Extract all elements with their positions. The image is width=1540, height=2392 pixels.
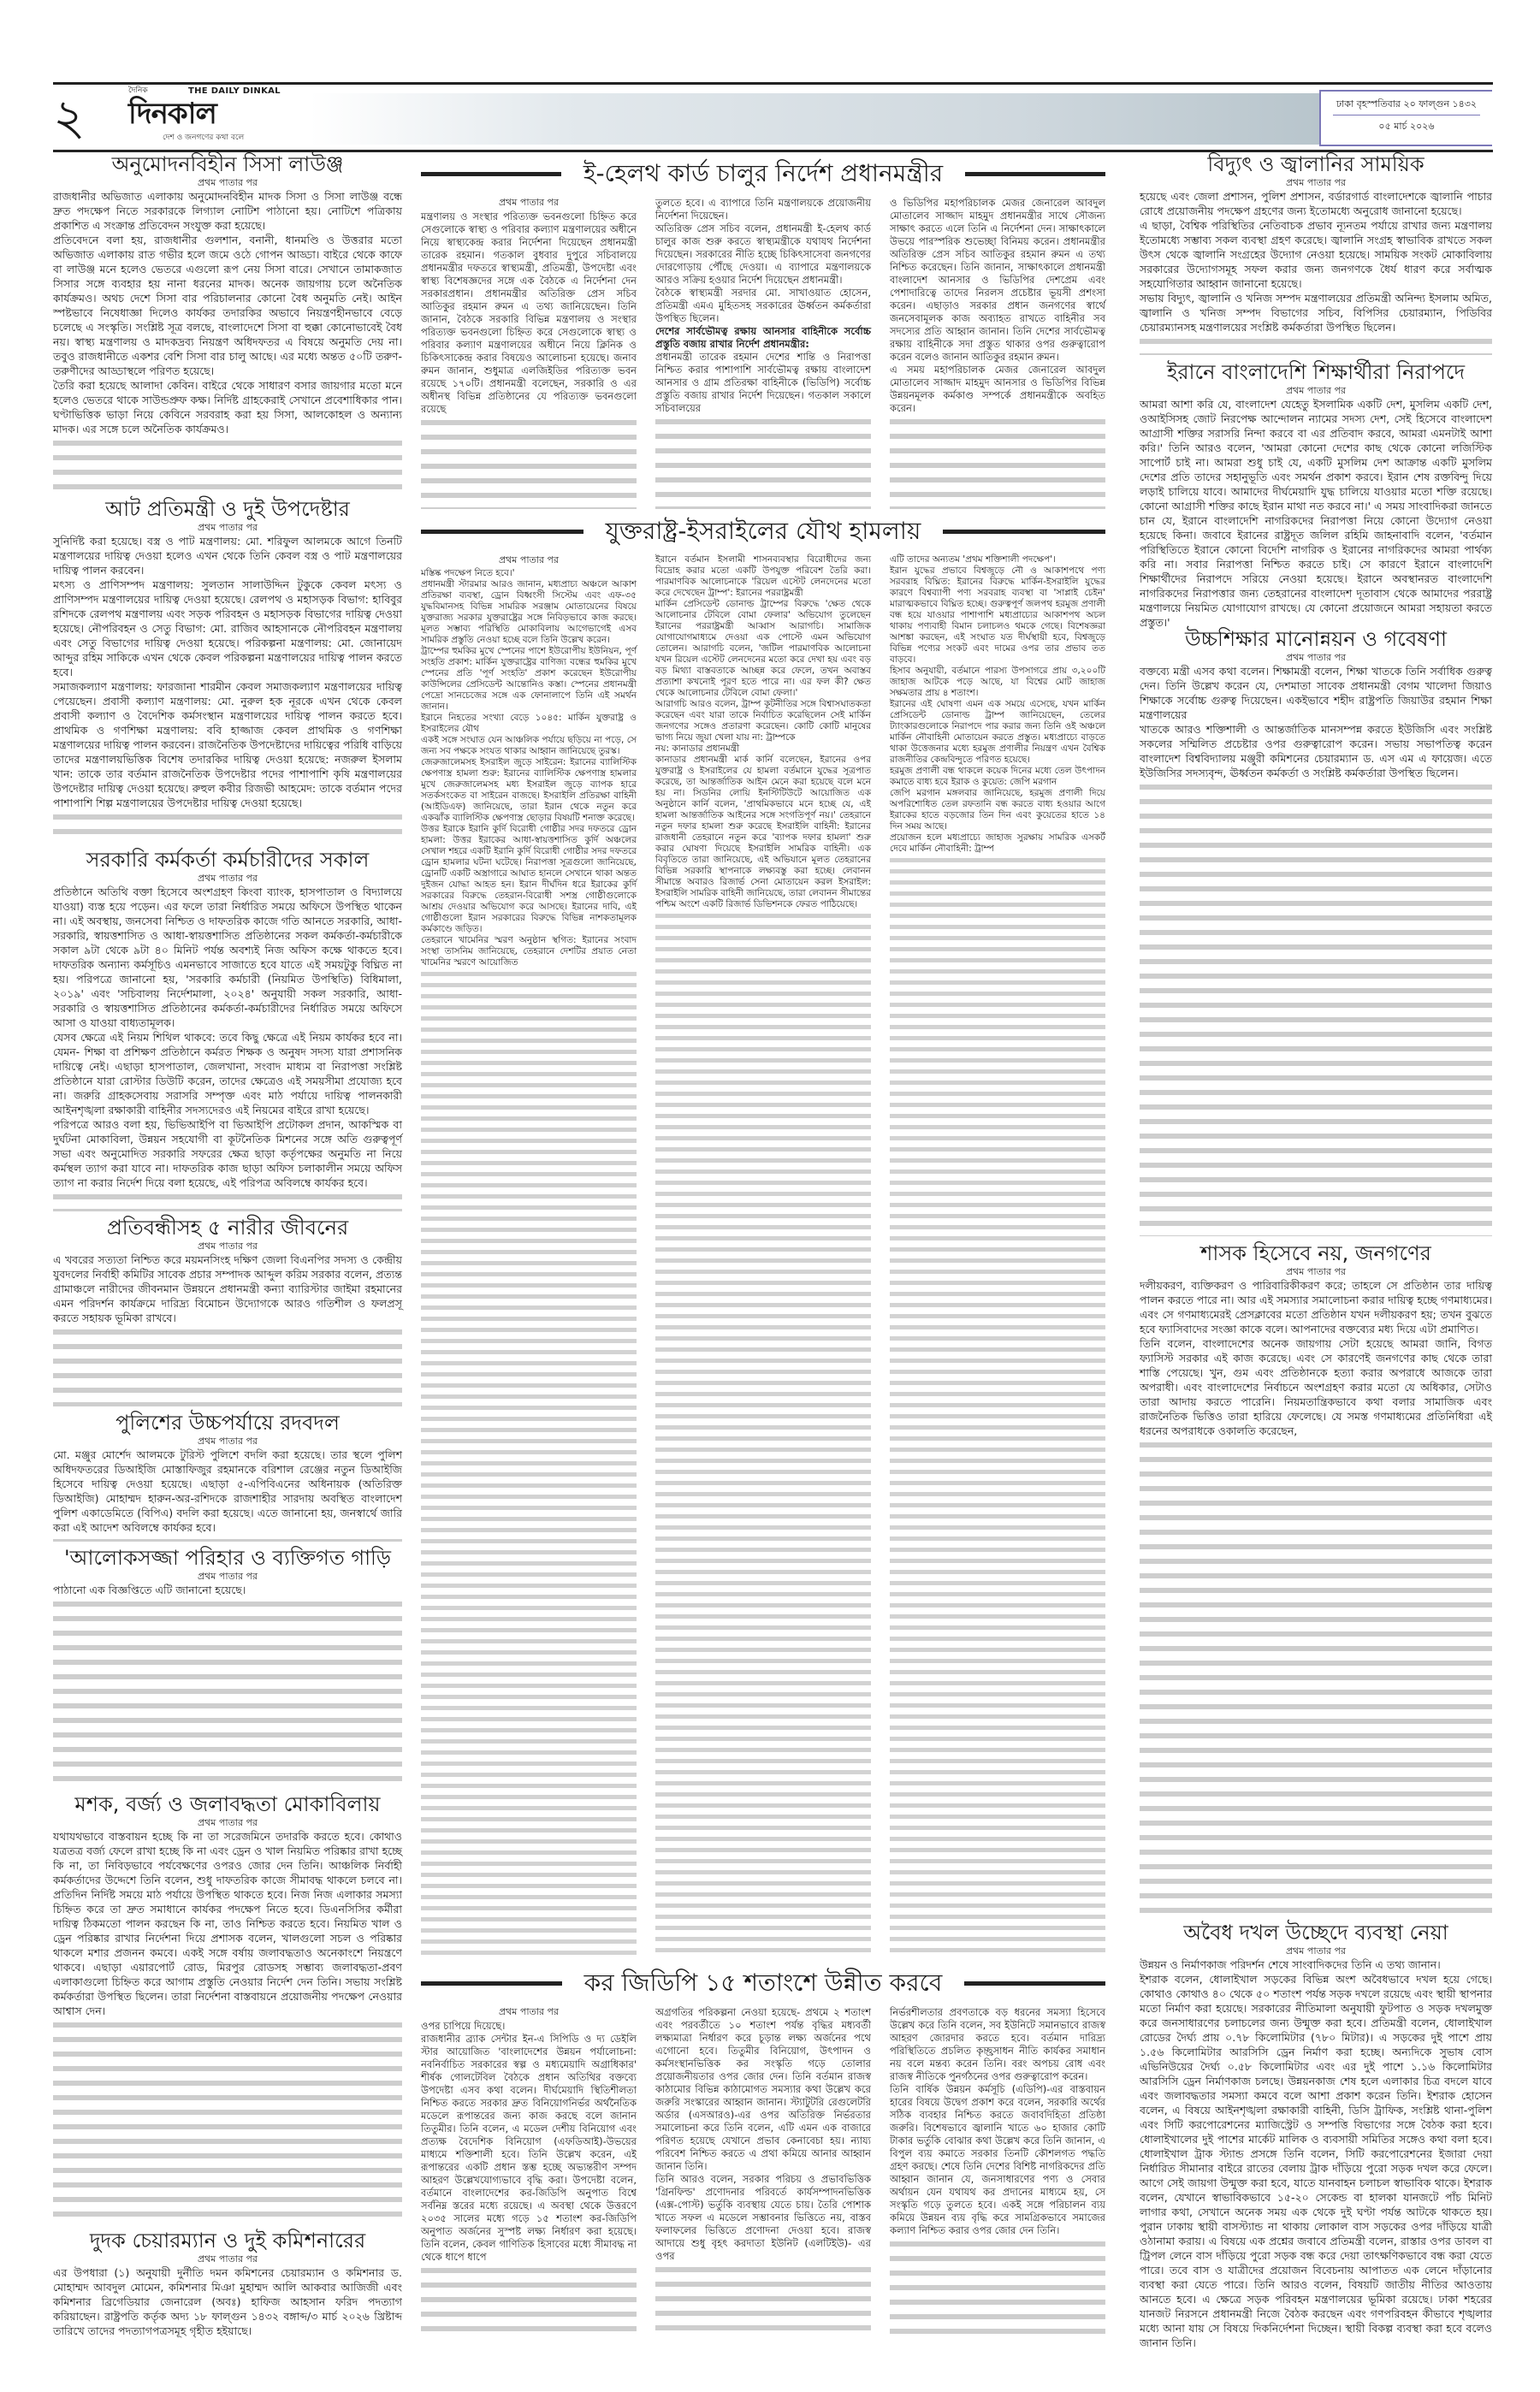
headline-rule-right	[943, 530, 1105, 534]
article-body	[53, 2265, 402, 2338]
headline-rule-left	[421, 530, 583, 534]
article-paragraph: জেরুজালেমসহ ইসরাইল জুড়ে সাইরেন: ইরানের ব্যালিস্টিক ক্ষেপণাস্ত্র হামলা শুরু: ইরানের ব্যালিস্টিক ক্ষেপণাস্ত্র হামলার মুখে জেরুজালেমসহ মধ্য ইসরাইল জুড়ে ব্যাপক হারে সতর্কসংকেত বা সাইরেন বাজছে। ইসরাইলি প্রতিরক্ষা বাহিনী (আইডিএফ) জানিয়েছে, তারা ইরান থেকে নতুন করে একঝাঁক ব্যালিস্টিক ক্ষেপণাস্ত্র ছোড়ার বিষয়টি শনাক্ত করেছে।	[421, 757, 637, 823]
article-headline: উচ্চশিক্ষার মানোন্নয়ন ও গবেষণা	[1185, 627, 1447, 651]
article-body	[53, 1252, 402, 1406]
article-paragraph: ইশরাক বলেন, ধোলাইখাল সড়কের বিভিন্ন অংশ অবৈধভাবে দখল হয়ে গেছে। কোথাও কোথাও ৪০ থেকে ৫০ শতাংশ পর্যন্ত সড়ক দখলে রয়েছে এবং স্থায়ী স্থাপনার মতো নির্মাণ করা হয়েছে। সরকারের নীতিমালা অনুযায়ী ফুটপাত ও সড়ক দখলমুক্ত করে জনসাধারণের চলাচলের জন্য উন্মুক্ত করা হবে। প্রতিমন্ত্রী বলেন, ধোলাইখাল রোডের দৈর্ঘ্য প্রায় ০.৭৮ কিলোমিটার (৭৮০ মিটার)। এ সড়কের দুই পাশে প্রায় ১.৫৬ কিলোমিটার আরসিসি ড্রেন নির্মাণ করা হচ্ছে। অন্যদিকে সুভাষ বোস এভিনিউয়ের দৈর্ঘ্য ০.৫৮ কিলোমিটার এবং এর দুই পাশে ১.১৬ কিলোমিটার আরসিসি ড্রেন নির্মাণকাজ চলছে। উন্নয়নকাজ শেষ হলে এলাকার চিত্র বদলে যাবে এবং জলাবদ্ধতার সমস্যা কমবে বলে আশা প্রকাশ করেন তিনি। ইশরাক হোসেন বলেন, এ বিষয়ে আইনশৃঙ্খলা রক্ষাকারী বাহিনী, ডিসি ট্রাফিক, সংশ্লিষ্ট থানা-পুলিশ এবং সিটি করপোরেশনের ম্যাজিস্ট্রেট ও সম্পত্তি বিভাগের সঙ্গে বৈঠক করা হবে। ধোলাইখালের দুই পাশের মার্কেট মালিক ও ব্যবসায়ী সমিতির সঙ্গেও কথা বলা হবে। ধোলাইখাল ট্রাক স্ট্যান্ড প্রসঙ্গে তিনি বলেন, সিটি করপোরেশনের ইজারা দেয়া নির্ধারিত সীমানার বাইরে রাতের বেলায় ট্রাক দাঁড়িয়ে পুরো সড়ক দখল করে ফেলে। আগে সেই জায়গা উন্মুক্ত করা হবে, যাতে যানবাহন চলাচল স্বাভাবিক থাকে। ইশরাক বলেন, যেখানে স্বাভাবিকভাবে ১৫-২০ সেকেন্ড বা হালকা যানজটে পাঁচ মিনিট লাগার কথা, সেখানে অনেক সময় এক থেকে দুই ঘণ্টা পর্যন্ত আটকে থাকতে হয়। পুরান ঢাকায় স্থায়ী বাসস্ট্যান্ড না থাকায় লোকাল বাস সড়কের ওপর দাঁড়িয়ে যাত্রী ওঠানামা করায়। এ বিষয়ে এক প্রশ্নের জবাবে প্রতিমন্ত্রী বলেন, রাস্তার ওপর ডাবল বা ট্রিপল লেনে বাস দাঁড়িয়ে পুরো সড়ক বন্ধ করে দেয়া তাৎক্ষণিকভাবে বন্ধ করা যেতে পারে। তবে বাস ও যাত্রীদের প্রয়োজন বিবেচনায় আপাতত এক লেনে দাঁড়ানোর ব্যবস্থা করা যেতে পারে। তিনি আরও বলেন, বিষয়টি জাতীয় নীতির আওতায় আনতে হবে। এ ক্ষেত্রে সড়ক পরিবহন মন্ত্রণালয়ের ভূমিকা রয়েছে। ঢাকা শহরের যানজট নিরসনে প্রধানমন্ত্রী নিজে বৈঠক করছেন এবং গণপরিবহন কীভাবে শৃঙ্খলার মধ্যে আনা যায় সে বিষয়ে দিকনির্দেশনা দিচ্ছেন। স্থায়ী বিকল্প ব্যবস্থা করা হবে বলেও জানান তিনি।	[1140, 1973, 1492, 2349]
headline-bar	[421, 159, 1105, 188]
page-number: ২	[53, 88, 86, 146]
article-headline: অনুমোদনবিহীন সিসা লাউঞ্জ	[111, 152, 344, 176]
article-paragraph: জেপি মরগান মঙ্গলবার জানিয়েছে, হরমুজ প্রণালী দিয়ে অপরিশোধিত তেল রফতানি বন্ধ করতে বাধ্য হওয়ার আগে ইরাকের হাতে বড়জোর তিন দিন এবং কুয়েতের হাতে ১৪ দিন সময় আছে।	[890, 788, 1105, 832]
article-paragraph: ইরানে বর্তমান ইসলামী শাসনব্যবস্থার বিরোধীদের জন্য বিদ্রোহ করার মতো একটি উপযুক্ত পরিবেশ তৈরি করা। পারমাণবিক আলোচনাকে 'রিয়েল এস্টেট লেনদেনের মতো করে দেখেছেন ট্রাম্প': ইরানের পররাষ্ট্রমন্ত্রী	[655, 554, 871, 598]
article-column	[890, 2006, 1105, 2340]
text-continuation-lines	[655, 2263, 871, 2340]
article-headline: ইরানে বাংলাদেশি শিক্ষার্থীরা নিরাপদে	[1166, 360, 1466, 384]
article-headline: অবৈধ দখল উচ্ছেদে ব্যবস্থা নেয়া	[1183, 1921, 1448, 1945]
article-paragraph: তুলতে হবে। এ ব্যাপারে তিনি মন্ত্রণালয়কে প্রয়োজনীয় নির্দেশনা দিয়েছেন।	[655, 197, 871, 222]
article-body	[1140, 189, 1492, 355]
text-continuation-lines	[890, 2237, 1105, 2340]
continued-from-front-page: প্রথম পাতার পর	[197, 1240, 258, 1252]
article-paragraph: খাতকে আরও শক্তিশালী ও আন্তর্জাতিক মানসম্পন্ন করতে ইউজিসি এবং সংশ্লিষ্ট সকলের সম্মিলিত প্রচেষ্টার ওপর গুরুত্বারোপ করেন। সভায় সভাপতিত্ব করেন বাংলাদেশ বিশ্ববিদ্যালয় মঞ্জুরী কমিশনের চেয়ারম্যান ড. এস এম এ ফায়েজ। এতে ইউজিসির সদস্যবৃন্দ, ঊর্ধ্বতন কর্মকর্তা ও সংশ্লিষ্ট কর্মকর্তারা উপস্থিত ছিলেন।	[1140, 723, 1492, 779]
article-columns	[421, 2006, 1105, 2340]
text-continuation-lines	[53, 1325, 402, 1406]
continued-from-front-page: প্রথম পাতার পর	[1285, 177, 1347, 188]
article-paragraph: ইরান যুদ্ধের প্রভাবে বিশ্বজুড়ে নৌ ও আকাশপথে পণ্য সরবরাহ বিঘ্নিত: ইরানের বিরুদ্ধে মার্কিন-ইসরাইলি যুদ্ধের কারণে বিশ্বব্যাপী পণ্য সরবরাহ ব্যবস্থা বা 'সাপ্লাই চেইন' মারাত্মকভাবে বিঘ্নিত হচ্ছে। গুরুত্বপূর্ণ জলপথ হরমুজ প্রণালী বন্ধ হয়ে যাওয়ার পাশাপাশি মধ্যপ্রাচ্যের আকাশপথ অচল থাকায় পণ্যবাহী বিমান চলাচলও থমকে গেছে। বিশেষজ্ঞরা আশঙ্কা করছেন, এই সংঘাত যত দীর্ঘস্থায়ী হবে, বিশ্বজুড়ে বিভিন্ন পণ্যের সংকট এবং দামের ওপর তার প্রভাব তত বাড়বে।	[890, 565, 1105, 665]
article-body	[53, 534, 402, 844]
article-tax-gdp	[421, 1963, 1105, 2340]
article-headline: সরকারি কর্মকর্তা কর্মচারীদের সকাল	[86, 848, 370, 872]
article-body	[1140, 1278, 1492, 1916]
continued-from-front-page: প্রথম পাতার পর	[498, 197, 560, 208]
article-subheading: দেশের সার্বভৌমত্ব রক্ষায় আনসার বাহিনীকে সর্বোচ্চ প্রস্তুতি বজায় রাখার নির্দেশ প্রধানমন্ত্রীর:	[655, 325, 871, 350]
article-paragraph: তিনি বার্ষিক উন্নয়ন কর্মসূচি (এডিপি)-এর বাস্তবায়ন হারের বিষয়ে উদ্বেগ প্রকাশ করে বলেন, সরকারি অর্থের সঠিক ব্যবহার নিশ্চিত করতে জবাবদিহিতা প্রতিষ্ঠা জরুরি। বিশেষভাবে জ্বালানি খাতে ৬০ হাজার কোটি টাকার ভর্তুকি বোঝার কথা উল্লেখ করে তিনি জানান, এ বিপুল ব্যয় কমাতে সরকার তিনটি কৌশলগত পদ্ধতি গ্রহণ করছে। শেষে তিনি দেশের বিশিষ্ট নাগরিকদের প্রতি আহ্বান জানান যে, জনসাধারণের পণ্য ও সেবার অর্থায়ন যেন যথাযথ কর প্রদানের মাধ্যমে হয়, সে সংস্কৃতি গড়ে তুলতে হবে। একই সঙ্গে পরিচালন ব্যয় কমিয়ে উন্নয়ন ব্যয় বৃদ্ধি করে সামগ্রিকভাবে সমাজের কল্যাণ নিশ্চিত করার ওপর জোর দেন তিনি।	[890, 2083, 1105, 2236]
logo-name: দিনকাল	[128, 97, 216, 131]
article-paragraph: সমাজকল্যাণ মন্ত্রণালয়: ফারজানা শারমীন কেবল সমাজকল্যাণ মন্ত্রণালয়ের দায়িত্ব পেয়েছেন। প্রবাসী কল্যাণ মন্ত্রণালয়: মো. নুরুল হক নূরকে এখন থেকে কেবল প্রবাসী কল্যাণ ও বৈদেশিক কর্মসংস্থান মন্ত্রণালয়ের দায়িত্ব পালন করতে হবে। প্রাথমিক ও গণশিক্ষা মন্ত্রণালয়: ববি হাজ্জাজ কেবল প্রাথমিক ও গণশিক্ষা মন্ত্রণালয়ের দায়িত্ব পালন করবেন। রাজনৈতিক উপদেষ্টাদের দায়িত্বের পরিধি বাড়িয়ে তাদের মন্ত্রণালয়ভিত্তিক বিশেষ তদারকির দায়িত্ব দেওয়া হয়েছে: নজরুল ইসলাম খান: তাকে তার বর্তমান রাজনৈতিক উপদেষ্টার পদের পাশাপাশি কৃষি মন্ত্রণালয়ের উপদেষ্টার দায়িত্ব দেওয়া হয়েছে। রুহুল কবীর রিজভী আহমেদ: তাকে বর্তমান পদের পাশাপাশি শিল্প মন্ত্রণালয়ের উপদেষ্টার দায়িত্ব দেওয়া হয়েছে।	[53, 680, 403, 809]
headline-rule-left	[421, 172, 561, 176]
article-higher-education	[1140, 625, 1492, 1236]
article-paragraph: ট্রাম্পের হুমকির মুখে স্পেনের পাশে ইউরোপীয় ইউনিয়ন, পূর্ণ সংহতি প্রকাশ: মার্কিন যুক্তরাষ্ট্রের বাণিজ্য বন্ধের হুমকির মুখে স্পেনের প্রতি 'পূর্ণ সংহতি' প্রকাশ করেছেন ইউরোপীয় কাউন্সিলের প্রেসিডেন্ট আন্তোনিও কস্তা। স্পেনের প্রধানমন্ত্রী পেদ্রো সানচেজের সঙ্গে এক ফোনালাপে তিনি এই সমর্থন জানান।	[421, 646, 637, 712]
continued-from-front-page: প্রথম পাতার পর	[197, 873, 258, 884]
article-paragraph: অতিরিক্ত প্রেস সচিব বলেন, প্রধানমন্ত্রী ই-হেলথ কার্ড চালুর কাজ শুরু করতে স্বাস্থ্যমন্ত্রীকে যথাযথ নির্দেশনা দিয়েছেন। সরকারের নীতি হচ্ছে চিকিৎসাসেবা জনগণের দোরগোড়ায় পৌঁছে দেওয়া। এ ব্যাপারে মন্ত্রণালয়কে আরও সক্রিয় হওয়ার নির্দেশ দিয়েছেন প্রধানমন্ত্রী।	[655, 222, 871, 286]
article-illegal-occupation	[1140, 1918, 1492, 2349]
article-shisha-lounge	[53, 150, 402, 492]
article-police-reshuffle	[53, 1408, 402, 1542]
text-continuation-lines	[53, 436, 402, 492]
article-paragraph: যথাযথভাবে বাস্তবায়ন হচ্ছে কি না তা সরেজমিনে তদারকি করতে হবে। কোথাও যত্রতত্র বর্জ্য ফেলে রাখা হচ্ছে কি না এবং ড্রেন ও খাল নিয়মিত পরিষ্কার রাখা হচ্ছে কি না, তা নিবিড়ভাবে পর্যবেক্ষণের ওপরও জোর দেন তিনি। আঞ্চলিক নির্বাহী কর্মকর্তাদের উদ্দেশে তিনি বলেন, শুধু দাফতরিক কাজে সীমাবদ্ধ থাকলে চলবে না। প্রতিদিন নির্দিষ্ট সময়ে মাঠ পর্যায়ে উপস্থিত থাকতে হবে। নিজ নিজ এলাকার সমস্যা চিহ্নিত করে তা দ্রুত সমাধানে কার্যকর পদক্ষেপ নিতে হবে। ডিএনসিসির কর্মীরা দায়িত্ব ঠিকমতো পালন করছেন কি না, তাও নিশ্চিত করতে হবে। নিয়মিত খাল ও ড্রেন পরিষ্কার রাখার নির্দেশনা দিয়ে প্রশাসক বলেন, খালগুলো সচল ও পরিষ্কার থাকলে মশার প্রজনন কমবে। একই সঙ্গে বর্ষায় জলাবদ্ধতাও অনেকাংশে নিয়ন্ত্রণে থাকবে। এছাড়া এয়ারপোর্ট রোড, মিরপুর রোডসহ সম্ভাব্য জলাবদ্ধতা-প্রবণ এলাকাগুলো চিহ্নিত করে আগাম প্রস্তুতি নেওয়ার নির্দেশ দেন তিনি। সভায় সংশ্লিষ্ট কর্মকর্তারা উপস্থিত ছিলেন। তারা নির্দেশনা বাস্তবায়নে প্রয়োজনীয় পদক্ষেপ নেওয়ার আশ্বাস দেন।	[53, 1830, 402, 2017]
article-body	[53, 1448, 402, 1542]
article-paragraph: পরিপত্রে আরও বলা হয়, ভিভিআইপি বা ভিআইপি প্রটোকল প্রদান, আকস্মিক বা দুর্ঘটনা মোকাবিলা, উন্নয়ন সহযোগী বা কূটনৈতিক মিশনের সঙ্গে অতি গুরুত্বপূর্ণ সভা এবং অনুমোদিত সরকারি সফরের ক্ষেত্র ছাড়া কর্তৃপক্ষের অনুমতি না নিয়ে কর্মস্থল ত্যাগ করা যাবে না। দাফতরিক কাজ ছাড়া অফিস চলাকালীন সময়ে অফিস ত্যাগ না করার নির্দেশ দিয়ে বলা হয়েছে, এই পরিপত্র অবিলম্বে কার্যকর হবে।	[53, 1118, 402, 1189]
continued-from-front-page: প্রথম পাতার পর	[197, 1436, 258, 1447]
text-continuation-lines	[1140, 780, 1492, 1236]
article-column	[421, 2006, 637, 2340]
article-paragraph: নির্ভরশীলতার প্রবণতাকে বড় ধরনের সমস্যা হিসেবে উল্লেখ করে তিনি বলেন, সব ইউনিটে সমানভাবে রাজস্ব আহরণ জোরদার করতে হবে। বর্তমান দারিদ্র্য পরিস্থিতিতে প্রচলিত কৃচ্ছ্রসাধন নীতি কার্যকর সমাধান নয় বলে মন্তব্য করেন তিনি। বরং অপচয় রোধ এবং রাজস্ব নীতিকে পুনর্গঠনের ওপর গুরুত্বারোপ করেন।	[890, 2006, 1105, 2082]
continued-from-front-page: প্রথম পাতার পর	[197, 522, 258, 533]
article-paragraph: আরাগচি আরও বলেন, ট্রাম্প কূটনীতির সঙ্গে বিশ্বাসঘাতকতা করেছেন এবং যারা তাকে নির্বাচিত করেছিলেন সেই মার্কিন জনগণের সঙ্গেও প্রতারণা করেছেন। কোটি কোটি মানুষের ভাগ্য নিয়ে জুয়া খেলা যায় না: ট্রাম্পকে	[655, 699, 871, 743]
article-paragraph: রাজধানীর ব্র্যাক সেন্টার ইন-এ সিপিডি ও দ্য ডেইলি স্টার আয়োজিত 'বাংলাদেশের উন্নয়ন পর্যালোচনা: নবনির্বাচিত সরকারের স্বল্প ও মধ্যমেয়াদি অগ্রাধিকার' শীর্ষক গোলটেবিল বৈঠকে প্রধান অতিথির বক্তব্যে উপদেষ্টা এসব কথা বলেন। দীর্ঘমেয়াদি স্থিতিশীলতা নিশ্চিত করতে সরকার দ্রুত বিনিয়োগনির্ভর অর্থনৈতিক মডেলে রূপান্তরের জন্য কাজ করছে বলে জানান তিতুমীর। তিনি বলেন, এ মডেল দেশীয় বিনিয়োগ এবং প্রত্যক্ষ বৈদেশিক বিনিয়োগ (এফডিআই)-উভয়ের মাধ্যমে শক্তিশালী হবে। তিনি উল্লেখ করেন, এই রূপান্তরের একটি প্রধান স্তম্ভ হচ্ছে অভ্যন্তরীণ সম্পদ আহরণ উল্লেখযোগ্যভাবে বৃদ্ধি করা। উপদেষ্টা বলেন, বর্তমানে বাংলাদেশের কর-জিডিপি অনুপাত বিশ্বে সর্বনিম্ন স্তরের মধ্যে রয়েছে। এ অবস্থা থেকে উত্তরণে ২০৩৫ সালের মধ্যে গড়ে ১৫ শতাংশ কর-জিডিপি অনুপাত অর্জনের সুস্পষ্ট লক্ষ্য নির্ধারণ করা হয়েছে। তিনি বলেন, কেবল গাণিতিক হিসাবের মধ্যে সীমাবদ্ধ না থেকে ধাপে ধাপে	[421, 2033, 637, 2263]
text-continuation-lines	[53, 1190, 402, 1211]
article-paragraph: প্রয়োজন হলে মধ্যপ্রাচ্যে জাহাজ সুরক্ষায় সামরিক এসকর্ট দেবে মার্কিন নৌবাহিনী: ট্রাম্প	[890, 832, 1105, 854]
date-english: ০৫ মার্চ ২০২৬	[1378, 121, 1435, 132]
article-paragraph: এ ছাড়া, বৈশ্বিক পরিস্থিতির নেতিবাচক প্রভাব ন্যূনতম পর্যায়ে রাখার জন্য মন্ত্রণালয় ইতোমধ্যে সম্ভাব্য সকল ব্যবস্থা গ্রহণ করেছে। জ্বালানি সংগ্রহ স্বাভাবিক রাখতে সকল উৎস থেকে জ্বালানি সংগ্রহের উদ্যোগ নেওয়া হয়েছে। সাময়িক সংকট মোকাবিলায় সরকারের উদ্যোগসমূহ সফল করার জন্য জনগণকে ধৈর্য ধারণ করে সর্বাত্মক সহযোগিতার আহ্বান জানানো হয়েছে।	[1140, 219, 1492, 290]
article-body	[53, 1829, 402, 2224]
article-headline: প্রতিবন্ধীসহ ৫ নারীর জীবনের	[106, 1216, 349, 1240]
article-paragraph: হরমুজ প্রণালী বন্ধ থাকলে কয়েক দিনের মধ্যে তেল উৎপাদন কমাতে বাধ্য হবে ইরাক ও কুয়েত: জেপি মরগান	[890, 766, 1105, 787]
article-columns	[421, 554, 1105, 1957]
article-paragraph: তেহরানে খামেনির স্মরণ অনুষ্ঠান স্থগিত: ইরানের সংবাদ সংস্থা তাসনিম জানিয়েছে, তেহরানে দেশটির প্রয়াত নেতা খামেনির স্মরণে আয়োজিত	[421, 935, 637, 968]
article-paragraph: মস্তিষ্ক পদক্ষেপ নিতে হবে।'	[421, 568, 515, 578]
article-power-energy	[1140, 150, 1492, 355]
text-continuation-lines	[655, 910, 871, 1957]
article-paragraph: হয়েছে এবং জেলা প্রশাসন, পুলিশ প্রশাসন, বর্ডারগার্ড বাংলাদেশকে জ্বালানি পাচার রোধে প্রয়োজনীয় পদক্ষেপ গ্রহণের জন্য ইতোমধ্যে অনুরোধ জানানো হয়েছে।	[1140, 190, 1492, 217]
continued-from-front-page: প্রথম পাতার পর	[1285, 385, 1347, 396]
article-paragraph: বক্তব্যে মন্ত্রী এসব কথা বলেন। শিক্ষামন্ত্রী বলেন, শিক্ষা খাতকে তিনি সর্বাধিক গুরুত্ব দেন। তিনি উল্লেখ করেন যে, দেশমাতা সাবেক প্রধানমন্ত্রী বেগম খালেদা জিয়াও শিক্ষাকে সর্বোচ্চ গুরুত্ব দিয়েছেন। একইভাবে শহীদ রাষ্ট্রপতি জিয়াউর রহমান শিক্ষা মন্ত্রণালয়ের	[1140, 665, 1492, 721]
article-paragraph: আমরা আশা করি যে, বাংলাদেশ যেহেতু ইসলামিক একটি দেশ, মুসলিম একটি দেশ, ওআইসিসহ জোট নিরপেক্ষ আন্দোলন ন্যামের সদস্য দেশ, সেই হিসেবে বাংলাদেশ আগ্রাসী শক্তির সরাসরি নিন্দা করবে বা এর প্রতিবাদ করবে, আমরা এমনটাই আশা করি।' তিনি আরও বলেন, 'আমরা কোনো দেশের কাছ থেকে কোনো লজিস্টিক সাপোর্ট চাই না। আমরা শুধু চাই যে, একটি মুসলিম দেশ আক্রান্ত একটি মুসলিম দেশের প্রতি তাদের সহানুভূতি এবং সমর্থন প্রকাশ করবে। ইরান শেষ রক্তবিন্দু দিয়ে লড়াই চালিয়ে যাবে। আমাদের দীর্ঘমেয়াদি যুদ্ধ চালিয়ে যাওয়ার মতো শক্তি রয়েছে। কোনো আগ্রাসী শক্তির কাছে ইরান মাথা নত করবে না।' এ সময় সাংবাদিকরা জানতে চান যে, ইরানে বাংলাদেশি নাগরিকদের নিরাপত্তা নিয়ে কোনো উদ্যোগ নেওয়া হয়েছে কিনা। জবাবে ইরানের রাষ্ট্রদূত জলিল রহিমি জাহনাবাদি বলেন, 'বর্তমান পরিস্থিতিতে ইরানে কোনো বিদেশি নাগরিক ও ইরানের নাগরিকদের আমরা পার্থক্য করি না। সবার নিরাপত্তা নিশ্চিত করতে চাই। সে কারণে ইরানে বাংলাদেশি শিক্ষার্থীদের নিরাপদে সরিয়ে নেওয়া হয়েছে। ইরানে অবস্থানরত বাংলাদেশি নাগরিকদের নিরাপত্তার জন্য তেহরানের বাংলাদেশ দূতাবাস থেকে আমাদের পররাষ্ট্র মন্ত্রণালয়ে নিয়মিত যোগাযোগ রাখছে। যে কোনো প্রয়োজনে আমরা সহায়তা করতে প্রস্তুত।'	[1140, 398, 1492, 629]
article-body	[1140, 1957, 1492, 2350]
date-bangla: ঢাকা বৃহস্পতিবার ২০ ফাল্গুন ১৪৩২	[1333, 92, 1480, 115]
article-column	[655, 554, 871, 1957]
article-paragraph: সভায় বিদ্যুৎ, জ্বালানি ও খনিজ সম্পদ মন্ত্রণালয়ের প্রতিমন্ত্রী অনিন্দ্য ইসলাম অমিত, জ্বালানি ও খনিজ সম্পদ বিভাগের সচিব, বিপিসির চেয়ারম্যান, পিডিবির চেয়ারম্যানসহ মন্ত্রণালয়ের সংশ্লিষ্ট কর্মকর্তারা উপস্থিত ছিলেন।	[1140, 292, 1492, 334]
article-paragraph: তিনি আরও বলেন, সরকার পরিচয় ও প্রভাবভিত্তিক 'গ্রিনফিল্ড' প্রণোদনার পরিবর্তে কার্যসম্পাদনভিত্তিক (এক্স-পোস্ট) ভর্তুকি ব্যবস্থায় যেতে চায়। তৈরি পোশাক খাতে সফল এ মডেলে সম্ভাবনার ভিত্তিতে নয়, বাস্তব ফলাফলের ভিত্তিতে প্রণোদনা দেওয়া হবে। রাজস্ব আদায়ে শুধু বৃহৎ করদাতা ইউনিট (এলটিইউ)- এর ওপর	[655, 2173, 871, 2262]
article-column	[890, 197, 1105, 509]
text-continuation-lines	[890, 415, 1105, 509]
article-paragraph: কানাডার প্রধানমন্ত্রী মার্ক কার্নি বলেছেন, ইরানের ওপর যুক্তরাষ্ট্র ও ইসরাইলের যে হামলা বর্তমানে যুদ্ধের সূত্রপাত করেছে, তা আন্তর্জাতিক আইন মেনে করা হয়েছে বলে মনে হয় না। সিডনির লোয়ি ইনস্টিটিউটে আয়োজিত এক অনুষ্ঠানে কার্নি বলেন, 'প্রাথমিকভাবে মনে হচ্ছে যে, এই হামলা আন্তর্জাতিক আইনের সঙ্গে সংগতিপূর্ণ নয়।' তেহরানে নতুন দফার হামলা শুরু করেছে ইসরাইলি বাহিনী: ইরানের রাজধানী তেহরানে নতুন করে 'ব্যাপক দফার হামলা' শুরু করার ঘোষণা দিয়েছে ইসরাইলি সামরিক বাহিনী। এক বিবৃতিতে তারা জানিয়েছে, এই অভিযানে মূলত তেহরানের বিভিন্ন সরকারি স্থাপনাকে লক্ষ্যবস্তু করা হচ্ছে। লেবানন সীমান্তে অবারও রিজার্ভ সেনা মোতায়েন করল ইসরাইল: ইসরাইলি সামরিক বাহিনী জানিয়েছে, তারা লেবানন সীমান্তের পশ্চিম অংশে একটি রিজার্ভ ডিভিশনকে ফেরত পাঠিয়েছে।	[655, 755, 871, 909]
article-iran-students	[1140, 358, 1492, 629]
article-body	[53, 1583, 402, 1788]
article-paragraph: তৈরি করা হয়েছে আলাদা কেবিন। বাইরে থেকে সাধারণ বসার জায়গার মতো মনে হলেও ভেতরে থাকে সাউন্ডপ্রুফ কক্ষ। নির্দিষ্ট গ্রাহকেরাই সেখানে প্রবেশাধিকার পান। ঘণ্টাভিত্তিক ভাড়া নিয়ে কেবিনে সরবরাহ করা হয় সিসা, আলকোহল ও অন্যান্য মাদক। এর সঙ্গে চলে অনৈতিক কার্যক্রমও।	[53, 379, 402, 435]
article-not-as-rulers	[1140, 1239, 1492, 1916]
article-body	[53, 189, 402, 492]
continued-from-front-page: প্রথম পাতার পর	[1285, 1266, 1347, 1277]
article-paragraph: তিনি বলেন, বাংলাদেশের অনেক জায়গায় সেটা হয়েছে আমরা জানি, বিগত ফ্যাসিস্ট সরকার এই কাজ করেছে। এবং সে কারণেই জনগণের কাছ থেকে তারা শাস্তি পেয়েছে। খুন, গুম এবং প্রতিষ্ঠানকে হত্যা করার অপরাধে আজকে তারা অপরাধী। এবং বাংলাদেশের নির্বাচনে অংশগ্রহণ করার মতো যে অধিকার, সেটাও তারা আদায় করতে পারেনি। নিয়মতান্ত্রিকভাবে কথা বলার সামাজিক এবং রাজনৈতিক ভিত্তিও তারা হারিয়ে ফেলেছে। যে সমস্ত গণমাধ্যমের প্রতিনিধিরা এই ধরনের অপরাধকে ওকালতি করেছেন,	[1140, 1337, 1492, 1437]
article-body	[53, 885, 402, 1211]
text-continuation-lines	[1140, 335, 1492, 355]
article-paragraph: হিসাব অনুযায়ী, বর্তমানে পারস্য উপসাগরে প্রায় ৩,২০০টি জাহাজ আটকে পড়ে আছে, যা বিশ্বের মোট জাহাজ সক্ষমতার প্রায় ৪ শতাংশ।	[890, 666, 1105, 698]
text-continuation-lines	[1140, 1438, 1492, 1916]
article-paragraph: দলীয়করণ, ব্যক্তিকরণ ও পারিবারিকীকরণ করে; তাহলে সে প্রতিষ্ঠান তার দায়িত্ব পালন করতে পারে না। আর এই সমস্যার সমালোচনা করার দায়িত্ব হচ্ছে গণমাধ্যমের। এবং সে গণমাধ্যমেরই প্রেসক্লাবের মতো প্রতিষ্ঠান যখন দলীয়করণ হয়; তখন বুঝতে হবে ফ্যাসিবাদের সংজ্ঞা কাকে বলে। আপনাদের বক্তব্যের মধ্য দিয়ে এটা প্রমাণিত।	[1140, 1279, 1492, 1335]
article-mosquito-waste	[53, 1790, 402, 2224]
article-paragraph: এর উপধারা (১) অনুযায়ী দুর্নীতি দমন কমিশনের চেয়ারম্যান ও কমিশনার ড. মোহাম্মদ আবদুল মোমেন, কমিশনার মিঞা মুহাম্মদ আলি আকবার আজিজী এবং কমিশনার ব্রিগেডিয়ার জেনারেল (অবঃ) হাফিজ আহসান ফরিদ পদত্যাগ করিয়াছেন। রাষ্ট্রপতি কর্তৃক অদ্য ১৮ ফাল্গুন ১৪৩২ বঙ্গাব্দ/৩ মার্চ ২০২৬ খ্রিষ্টাব্দ তারিখে তাদের পদত্যাগপত্রসমূহ গৃহীত হইয়াছে।	[53, 2266, 402, 2337]
article-state-ministers	[53, 494, 402, 844]
article-headline: আট প্রতিমন্ত্রী ও দুই উপদেষ্টার	[105, 497, 350, 521]
continued-from-front-page: প্রথম পাতার পর	[197, 2253, 258, 2265]
article-headline: দুদক চেয়ারম্যান ও দুই কমিশনারের	[89, 2229, 366, 2253]
article-ehealth-card	[421, 154, 1105, 509]
headline-bar	[421, 1969, 1105, 1998]
article-paragraph: বৈঠকে স্বাস্থ্যমন্ত্রী সরদার মো. সাখাওয়াত হোসেন, প্রতিমন্ত্রী এমএ মুহিতসহ সরকারের ঊর্ধ্বতন কর্মকর্তারা উপস্থিত ছিলেন।	[655, 287, 871, 324]
article-paragraph: মার্কিন প্রেসিডেন্ট ডোনাল্ড ট্রাম্পের বিরুদ্ধে 'ক্ষেত থেকে আলোচনার টেবিলে বোমা ফেলার' অভিযোগ তুলেছেন ইরানের পররাষ্ট্রমন্ত্রী আব্বাস আরাগচি। সামাজিক যোগাযোগমাধ্যমে দেওয়া এক পোস্টে এমন অভিযোগ তোলেন। আরাগচি বলেন, 'জটিল পারমাণবিক আলোচনা যখন রিয়েল এস্টেট লেনদেনের মতো করে দেখা হয় এবং বড় বড় মিথ্যা বাস্তবতাকে আচ্ছন্ন করে ফেলে, তখন অবাস্তব প্রত্যাশা কখনোই পূরণ হতে পারে না। এর ফল কী? ক্ষেত থেকে আলোচনার টেবিলে বোমা ফেলা।'	[655, 599, 871, 698]
article-paragraph: প্রতিবেদনে বলা হয়, রাজধানীর গুলশান, বনানী, ধানমণ্ডি ও উত্তরার মতো অভিজাত এলাকায় রাত গভীর হলে জমে ওঠে গোপন আড্ডা। বাইরে থেকে কাফে বা লাউঞ্জ মনে হলেও ভেতরে এগুলো রূপ নেয় সিসা বারে। সেখানে তামাকজাত সিসার সঙ্গে ব্যবহার হয় নানা ধরনের মাদক। অনেক জায়গায় চলে অনৈতিক কার্যক্রমও। অথচ দেশে সিসা বার পরিচালনার কোনো বৈধ অনুমতি নেই। আইন স্পষ্টভাবে নিষেধাজ্ঞা দিলেও কার্যকর তদারকির অভাবে নিয়ন্ত্রণহীনভাবে বেড়ে চলেছে এ সংস্কৃতি। সংশ্লিষ্ট সূত্র বলছে, বাংলাদেশে সিসা বা হুক্কা কোনোভাবেই বৈধ নয়। স্বাস্থ্য মন্ত্রণালয় ও মাদকদ্রব্য নিয়ন্ত্রণ অধিদফতর এ বিষয়ে অনুমতি দেয় না। তবুও রাজধানীতে একশর বেশি সিসা বার চালু আছে। এর মধ্যে অন্তত ৫০টি তরুণ-তরুণীদের আড্ডাস্থলে পরিণত হয়েছে।	[53, 234, 402, 377]
article-paragraph: অগ্রগতির পরিকল্পনা নেওয়া হয়েছে- প্রথমে ২ শতাংশ এবং পরবর্তীতে ১০ শতাংশ পর্যন্ত বৃদ্ধির মধ্যবর্তী লক্ষ্যমাত্রা নির্ধারণ করে চূড়ান্ত লক্ষ্য অর্জনের পথে এগোনো হবে। তিতুমীর বিনিয়োগ, উৎপাদন ও কর্মসংস্থানভিত্তিক কর সংস্কৃতি গড়ে তোলার প্রয়োজনীয়তার ওপর জোর দেন। তিনি বর্তমান রাজস্ব কাঠামোর বিভিন্ন কাঠামোগত সমস্যার কথা উল্লেখ করে জরুরি সংস্কারের আহ্বান জানান। স্ট্যাটুটরি রেগুলেটরি অর্ডার (এসআরও)-এর ওপর অতিরিক্ত নির্ভরতার সমালোচনা করে তিনি বলেন, এটি এমন এক বাজারে পরিণত হয়েছে যেখানে প্রভাব কেনাবেচা হয়। ন্যায্য পরিবেশ নিশ্চিত করতে এ প্রথা কমিয়ে আনার আহ্বান জানান তিনি।	[655, 2006, 871, 2172]
continued-from-front-page: প্রথম পাতার পর	[197, 1571, 258, 1582]
headline-bar	[421, 517, 1105, 546]
article-paragraph: পাঠানো এক বিজ্ঞপ্তিতে এটি জানানো হয়েছে।	[53, 1584, 246, 1596]
text-continuation-lines	[53, 1535, 402, 1542]
continued-from-front-page: প্রথম পাতার পর	[1285, 1945, 1347, 1957]
article-paragraph: এ খবরের সত্যতা নিশ্চিত করে ময়মনসিংহ দক্ষিণ জেলা বিএনপির সদস্য ও কেন্দ্রীয় যুবদলের নির্বাহী কমিটির সাবেক প্রচার সম্পাদক আব্দুল করিম সরকার বলেন, প্রত্যন্ত গ্রামাঞ্চলে নারীদের জীবনমান উন্নয়নে প্রধানমন্ত্রী কন্যা ব্যারিস্টার জাইমা রহমানের এমন পরিদর্শন কার্যক্রমে দারিদ্র্য বিমোচন উদ্যোগকে আরও গতিশীল ও ফলপ্রসূ করতে সহায়ক ভূমিকা রাখবে।	[53, 1253, 402, 1324]
article-column	[890, 554, 1105, 1957]
article-headline: পুলিশের উচ্চপর্যায়ে রদবদল	[116, 1411, 340, 1435]
headline-rule-left	[421, 1981, 562, 1986]
masthead	[53, 82, 1493, 152]
article-column	[655, 2006, 871, 2340]
continued-from-front-page: প্রথম পাতার পর	[197, 1817, 258, 1828]
article-paragraph: রাজধানীর অভিজাত এলাকায় অনুমোদনবিহীন মাদক সিসা ও সিসা লাউঞ্জ বন্ধে দ্রুত পদক্ষেপ নিতে সরকারকে লিগ্যাল নোটিশ পাঠানো হয়। নোটিশে পত্রিকায় প্রকাশিত এ সংক্রান্ত প্রতিবেদন সংযুক্ত করা হয়েছে।	[53, 190, 402, 232]
continued-from-front-page: প্রথম পাতার পর	[1285, 652, 1347, 663]
article-paragraph: ইরানে নিহতের সংখ্যা বেড়ে ১০৪৫: মার্কিন যুক্তরাষ্ট্র ও ইসরাইলের যৌথ	[421, 713, 637, 734]
text-continuation-lines	[655, 415, 871, 509]
article-column	[421, 197, 637, 509]
article-headline: বিদ্যুৎ ও জ্বালানির সাময়িক	[1207, 152, 1424, 176]
headline-rule-right	[964, 1981, 1105, 1986]
text-continuation-lines	[53, 2018, 402, 2224]
article-five-women	[53, 1213, 402, 1406]
article-paragraph: মো. মঞ্জুর মোর্শেদ আলমকে টুরিস্ট পুলিশে বদলি করা হয়েছে। তার স্থলে পুলিশ অধিদফতরের ডিআইজি মোস্তাফিজুর রহমানকে বরিশাল রেঞ্জের নতুন ডিআইজি হিসেবে দায়িত্ব দেওয়া হয়েছে। এছাড়া ৫-এপিবিএনের অধিনায়ক (অতিরিক্ত ডিআইজি) মোহাম্মদ হারুন-অর-রশিদকে রাজশাহীর সারদায় অবস্থিত বাংলাদেশ পুলিশ একাডেমিতে (বিপিএ) বদলি করা হয়েছে। এতে জানানো হয়, জনস্বার্থে জারি করা এই আদেশ অবিলম্বে কার্যকর হবে।	[53, 1448, 402, 1534]
article-us-israel-attack	[421, 512, 1105, 1957]
text-continuation-lines	[421, 968, 637, 1957]
article-paragraph: যেসব ক্ষেত্রে এই নিয়ম শিথিল থাকবে: তবে কিছু ক্ষেত্রে এই নিয়ম কার্যকর হবে না। যেমন- শিক্ষা বা প্রশিক্ষণ প্রতিষ্ঠানে কর্মরত শিক্ষক ও অনুষদ সদস্য যারা প্রশাসনিক দায়িত্বে নেই। এছাড়া হাসপাতাল, জেলখানা, সংবাদ মাধ্যম বা নিরাপত্তা সংশ্লিষ্ট প্রতিষ্ঠানে যারা রোস্টার ডিউটি করেন, তাদের ক্ষেত্রেও এই সময়সীমা প্রযোজ্য হবে না। জরুরি গ্রাহকসেবায় সরাসরি সম্পৃক্ত এবং মাঠ পর্যায়ে দায়িত্ব পালনকারী আইনশৃঙ্খলা রক্ষাকারী বাহিনীর সদস্যদেরও এই নিয়মের বাইরে রাখা হয়েছে।	[53, 1031, 402, 1116]
article-headline: শাসক হিসেবে নয়, জনগণের	[1200, 1241, 1431, 1265]
article-paragraph: মৎস্য ও প্রাণিসম্পদ মন্ত্রণালয়: সুলতান সালাউদ্দিন টুকুকে কেবল মৎস্য ও প্রাণিসম্পদ মন্ত্রণালয়ের দায়িত্ব দেওয়া হয়েছে। রেলপথ ও মহাসড়ক বিভাগ: হাবিবুর রশিদকে রেলপথ মন্ত্রণালয় এবং সড়ক পরিবহন ও মহাসড়ক বিভাগের দায়িত্ব দেওয়া হয়েছে। নৌপরিবহন ও সেতু বিভাগ: মো. রাজিব আহসানকে নৌপরিবহন মন্ত্রণালয় এবং সেতু বিভাগের দায়িত্ব দেওয়া হয়েছে। পরিকল্পনা মন্ত্রণালয়: মো. জোনায়েদ আব্দুর রহিম সাকিকে এখন থেকে কেবল পরিকল্পনা মন্ত্রণালয়ের দায়িত্ব পালন করতে হবে।	[53, 578, 402, 678]
text-continuation-lines	[53, 1597, 402, 1788]
logo-dainik: দৈনিক	[128, 86, 148, 95]
article-paragraph: এ সময় মহাপরিচালক মেজর জেনারেল আবদুল মোতালেব সাজ্জাদ মাহমুদ আনসার ও ভিডিপির বিভিন্ন উন্নয়নমূলক কর্মকাণ্ড সম্পর্কে প্রধানমন্ত্রীকে অবহিত করেন।	[890, 364, 1105, 414]
article-paragraph: প্রধানমন্ত্রী স্টারমার আরও জানান, মধ্যপ্রাচ্য অঞ্চলে আকাশ প্রতিরক্ষা ব্যবস্থা, ড্রোন বিধ্বংসী সিস্টেম এবং এফ-৩৫ যুদ্ধবিমানসহ বিভিন্ন সামরিক সরঞ্জাম মোতায়েনের বিষয়ে যুক্তরাজ্য সরকার যুক্তরাষ্ট্রের সঙ্গে নিবিড়ভাবে কাজ করছে। মূলত সম্ভাব্য পরিস্থিতি মোকাবিলায় আগেভাগেই এসব সামরিক প্রস্তুতি নেওয়া হচ্ছে বলে তিনি উল্লেখ করেন।	[421, 579, 637, 645]
article-paragraph: মন্ত্রণালয় ও সংস্থার পরিত্যক্ত ভবনগুলো চিহ্নিত করে সেগুলোকে স্বাস্থ্য ও পরিবার কল্যাণ মন্ত্রণালয়ের অধীনে নিয়ে স্বাস্থ্যকেন্দ্র করার নির্দেশনা দিয়েছেন প্রধানমন্ত্রী তারেক রহমান। গতকাল বুধবার দুপুরে সচিবালয়ে প্রধানমন্ত্রীর দফতরে স্বাস্থ্যমন্ত্রী, প্রতিমন্ত্রী, উপদেষ্টা এবং স্বাস্থ্য বিশেষজ্ঞদের সঙ্গে এক বৈঠকে এ নির্দেশনা দেন সরকারপ্রধান। প্রধানমন্ত্রীর অতিরিক্ত প্রেস সচিব আতিকুর রহমান রুমন এ তথ্য জানিয়েছেন। তিনি জানান, বৈঠকে সরকারি বিভিন্ন মন্ত্রণালয় ও সংস্থার পরিত্যক্ত ভবনগুলো চিহ্নিত করে সেগুলোকে স্বাস্থ্য ও পরিবার কল্যাণ মন্ত্রণালয়ের অধীনে নিয়ে ক্লিনিক ও চিকিৎসাকেন্দ্র করার বিষয়েও আলোচনা হয়েছে। জনাব রুমন জানান, শুধুমাত্র এলজিইডির পরিত্যক্ত ভবন রয়েছে ১৭০টি। প্রধানমন্ত্রী বলেছেন, সরকারি ও এর অধীনস্থ বিভিন্ন প্রতিষ্ঠানের যে পরিত্যক্ত ভবনগুলো রয়েছে	[421, 210, 637, 415]
text-continuation-lines	[421, 2264, 637, 2340]
article-paragraph: নয়: কানাডার প্রধানমন্ত্রী	[655, 743, 740, 754]
text-continuation-lines	[421, 416, 637, 509]
article-govt-officials-morning	[53, 845, 402, 1211]
header-gradient-band	[310, 93, 1319, 145]
article-paragraph: উত্তর ইরাকে ইরানি কুর্দি বিরোধী গোষ্ঠীর সদর দফতরে ড্রোন হামলা: উত্তর ইরাকের আধা-স্বায়ত্তশাসিত কুর্দি অঞ্চলের সেখাল শহরে একটি ইরানি কুর্দি বিরোধী গোষ্ঠীর সদর দফতরে ড্রোন হামলার ঘটনা ঘটেছে। নিরাপত্তা সূত্রগুলো জানিয়েছে, ড্রোনটি একটি অস্ত্রাগারে আঘাত হানলে সেখানে থাকা অন্তত দুইজন যোদ্ধা আহত হন। ইরান দীর্ঘদিন ধরে ইরাকের কুর্দি সরকারের বিরুদ্ধে তেহরান-বিরোধী সশস্ত্র গোষ্ঠীগুলোকে আশ্রয় দেওয়ার অভিযোগ করে আসছে। ইরানের দাবি, এই গোষ্ঠীগুলো ইরান সরকারের বিরুদ্ধে বিভিন্ন নাশকতামূলক কর্মকাণ্ডে জড়িত।	[421, 824, 637, 934]
logo-english-name: THE DAILY DINKAL	[188, 86, 281, 96]
article-headline: ই-হেলথ কার্ড চালুর নির্দেশ প্রধানমন্ত্রীর	[583, 159, 944, 187]
article-paragraph: উন্নয়ন ও নির্মাণকাজ পরিদর্শন শেষে সাংবাদিকদের তিনি এ তথ্য জানান।	[1140, 1958, 1441, 1971]
article-column	[421, 554, 637, 1957]
article-body	[1140, 397, 1492, 630]
date-box	[1319, 90, 1492, 146]
article-headline: মশক, বর্জ্য ও জলাবদ্ধতা মোকাবিলায়	[74, 1792, 381, 1816]
article-column	[655, 197, 871, 509]
logo-tagline: দেশ ও জনগণের কথা বলে	[163, 133, 245, 142]
article-lighting-cars	[53, 1543, 402, 1788]
article-paragraph: ওপর চাপিয়ে দিয়েছে।	[421, 2020, 506, 2032]
article-paragraph: ইরানের এই ঘোষণা এমন এক সময়ে এসেছে, যখন মার্কিন প্রেসিডেন্ট ডোনাল্ড ট্রাম্প জানিয়েছেন, তেলের ট্যাংকারগুলোকে নিরাপদে পার করার জন্য তিনি ওই অঞ্চলে মার্কিন নৌবাহিনী মোতায়েন করতে প্রস্তুত। মধ্যপ্রাচ্যে বাড়তে থাকা উত্তেজনার মধ্যে হরমুজ প্রণালীর নিয়ন্ত্রণ এখন বৈশ্বিক রাজনীতির কেন্দ্রবিন্দুতে পরিণত হয়েছে।	[890, 699, 1105, 765]
article-headline: কর জিডিপি ১৫ শতাংশে উন্নীত করবে	[583, 1969, 943, 1997]
article-paragraph: এটি তাদের অন্যতম 'প্রথম শক্তিশালী পদক্ষেপ'।	[890, 554, 1056, 565]
article-columns	[421, 197, 1105, 509]
continued-from-front-page: প্রথম পাতার পর	[197, 177, 258, 188]
article-headline: 'আলোকসজ্জা পরিহার ও ব্যক্তিগত গাড়ি	[63, 1546, 392, 1570]
article-paragraph: একই সঙ্গে সংঘাত যেন আঞ্চলিক পর্যায়ে ছড়িয়ে না পড়ে, সে জন্য সব পক্ষকে সংযত থাকার আহ্বান জানিয়েছে তুরস্ক।	[421, 735, 637, 756]
article-paragraph: সুনির্দিষ্ট করা হয়েছে। বস্ত্র ও পাট মন্ত্রণালয়: মো. শরিফুল আলমকে আগে তিনটি মন্ত্রণালয়ের দায়িত্ব দেওয়া হলেও এখন থেকে তিনি কেবল বস্ত্র ও পাট মন্ত্রণালয়ের দায়িত্ব পালন করবেন।	[53, 535, 402, 577]
text-continuation-lines	[890, 855, 1105, 1957]
article-paragraph: ও ভিডিপির মহাপরিচালক মেজর জেনারেল আবদুল মোতালেব সাজ্জাদ মাহমুদ প্রধানমন্ত্রীর সাথে সৌজন্য সাক্ষাৎ করতে এলে তিনি এ নির্দেশনা দেন। সাক্ষাৎকালে উভয়ে পারস্পরিক শুভেচ্ছা বিনিময় করেন। প্রধানমন্ত্রীর অতিরিক্ত প্রেস সচিব আতিকুর রহমান রুমন এ তথ্য নিশ্চিত করেছেন। তিনি জানান, সাক্ষাৎকালে প্রধানমন্ত্রী বাংলাদেশ আনসার ও ভিডিপির দেশপ্রেম এবং পেশাদারিত্বে তাদের নিরলস প্রচেষ্টার ভূয়সী প্রশংসা করেন। এছাড়াও সরকার প্রধান জনগণের স্বার্থে জনসেবামূলক কাজ অব্যাহত রাখতে বাহিনীর সব সদস্যের প্রতি আহ্বান জানান। তিনি দেশের সার্বভৌমত্ব রক্ষায় বাহিনীকে সদা প্রস্তুত থাকার ওপর গুরুত্বারোপ করেন বলেও জানান আতিকুর রহমান রুমন।	[890, 197, 1105, 363]
article-paragraph: প্রধানমন্ত্রী তারেক রহমান দেশের শান্তি ও নিরাপত্তা নিশ্চিত করার পাশাপাশি সার্বভৌমত্ব রক্ষায় বাংলাদেশ আনসার ও গ্রাম প্রতিরক্ষা বাহিনীকে (ভিডিপি) সর্বোচ্চ প্রস্তুতি বজায় রাখার নির্দেশ দিয়েছেন। গতকাল সকালে সচিবালয়ের	[655, 351, 871, 414]
continued-from-front-page: প্রথম পাতার পর	[498, 554, 560, 565]
article-headline: যুক্তরাষ্ট্র-ইসরাইলের যৌথ হামলায়	[605, 517, 921, 545]
article-paragraph: প্রতিষ্ঠানে অতিথি বক্তা হিসেবে অংশগ্রহণ কিংবা ব্যাংক, হাসপাতাল ও বিদ্যালয়ে যাওয়া) ব্যস্ত হয়ে পড়েন। এর ফলে তারা নির্ধারিত সময়ে অফিসে উপস্থিত থাকেন না। এই অবস্থায়, জনসেবা নিশ্চিত ও দাফতরিক কাজে গতি আনতে সরকারি, আধা-সরকারি, স্বায়ত্তশাসিত ও আধা-স্বায়ত্তশাসিত প্রতিষ্ঠানের সকল কর্মকর্তা-কর্মচারীকে সকাল ৯টা থেকে ৯টা ৪০ মিনিট পর্যন্ত অবশ্যই নিজ অফিস কক্ষে থাকতে হবে। দাফতরিক অন্যান্য কর্মসূচিও এমনভাবে সাজাতে হবে যাতে এই সময়টুকু বিঘ্নিত না হয়। পরিপত্রে জানানো হয়, 'সরকারি কর্মচারী (নিয়মিত উপস্থিতি) বিধিমালা, ২০১৯' এবং 'সচিবালয় নির্দেশমালা, ২০২৪' অনুযায়ী সকল সরকারি, আধা-সরকারি ও স্বায়ত্তশাসিত প্রতিষ্ঠানের কর্মকর্তা-কর্মচারীদের নির্ধারিত সময়ে অফিসে আসা ও যাওয়া বাধ্যতামূলক।	[53, 885, 402, 1029]
continued-from-front-page: প্রথম পাতার পর	[498, 2006, 560, 2017]
newspaper-logo	[94, 85, 299, 150]
article-acc-chairman	[53, 2226, 402, 2337]
headline-rule-right	[965, 172, 1105, 176]
text-continuation-lines	[53, 810, 402, 844]
article-body	[1140, 664, 1492, 1236]
